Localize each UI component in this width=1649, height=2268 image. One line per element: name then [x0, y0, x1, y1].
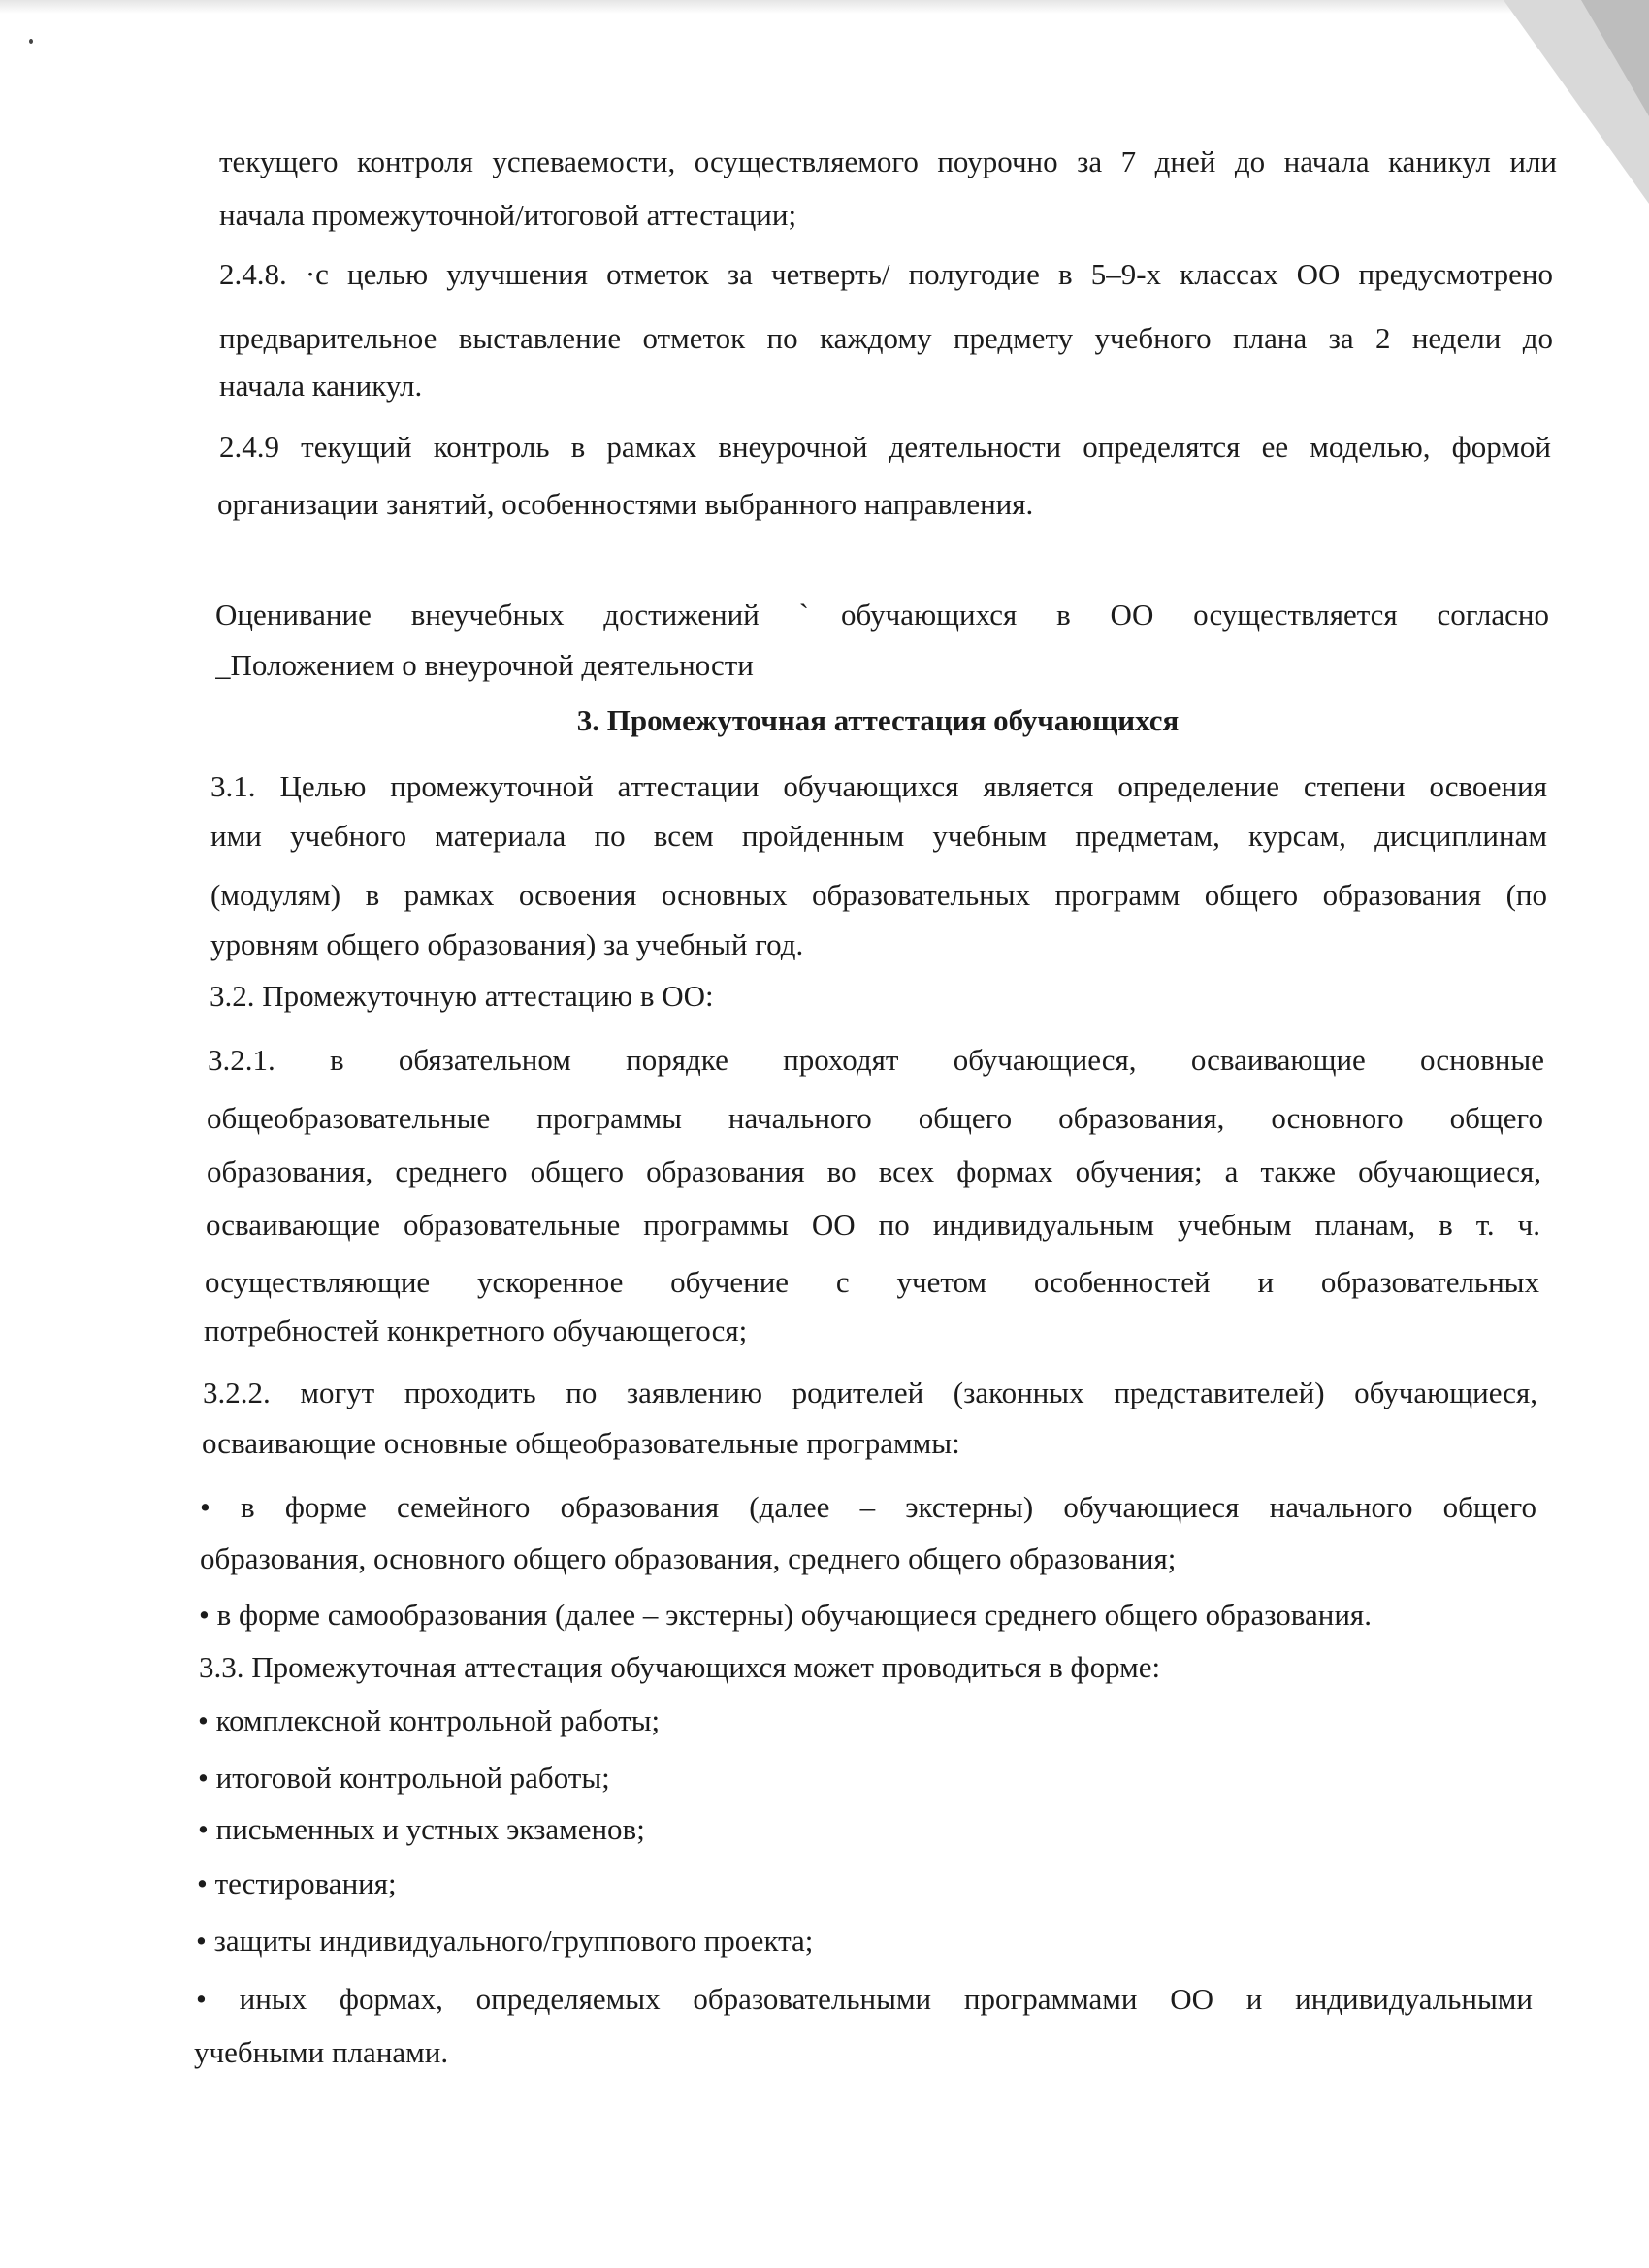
text-line: 3.2.1. в обязательном порядке проходят обучающиеся, осваивающие основные [208, 1043, 1544, 1077]
text-line: предварительное выставление отметок по каждому предмету учебного плана за 2 недели до [219, 321, 1553, 355]
text-line: 3.3. Промежуточная аттестация обучающихся может проводиться в форме: [199, 1650, 1161, 1684]
list-item: • иных формах, определяемых образовательными программами ОО и индивидуальными [196, 1982, 1533, 2016]
text-line: 2.4.8. ·с целью улучшения отметок за четверть/ полугодие в 5–9-х классах ОО предусмотрено [219, 257, 1553, 291]
text-line: осваивающие образовательные программы ОО по индивидуальным учебным планам, в т. ч. [206, 1208, 1540, 1242]
text-line: осваивающие основные общеобразовательные программы: [202, 1426, 960, 1460]
text-line: осуществляющие ускоренное обучение с учетом особенностей и образовательных [205, 1265, 1539, 1299]
text-line: общеобразовательные программы начального общего образования, основного общего [207, 1101, 1543, 1135]
list-item: • тестирования; [197, 1866, 397, 1900]
text-line: 3.2. Промежуточную аттестацию в ОО: [210, 979, 714, 1013]
text-line: начала промежуточной/итоговой аттестации; [219, 198, 797, 232]
text-line: (модулям) в рамках освоения основных образовательных программ общего образования (по [210, 878, 1547, 912]
text-line: уровням общего образования) за учебный год. [210, 927, 804, 961]
text-line: ими учебного материала по всем пройденным учебным предметам, курсам, дисциплинам [210, 819, 1547, 853]
scan-top-edge [0, 0, 1649, 14]
text-line: образования, основного общего образования, среднего общего образования; [200, 1541, 1177, 1575]
scan-speck [29, 39, 33, 44]
list-item: • в форме самообразования (далее – экстерны) обучающиеся среднего общего образования. [199, 1598, 1372, 1632]
page-curl-shadow [1581, 0, 1649, 116]
text-line: 2.4.9 текущий контроль в рамках внеурочной деятельности определятся ее моделью, формой [219, 430, 1551, 464]
text-line: учебными планами. [194, 2035, 449, 2069]
text-line: потребностей конкретного обучающегося; [204, 1313, 748, 1347]
list-item: • письменных и устных экзаменов; [198, 1812, 645, 1846]
list-item: • в форме семейного образования (далее – экстерны) обучающиеся начального общего [200, 1490, 1536, 1524]
text-line: организации занятий, особенностями выбранного направления. [217, 487, 1034, 521]
text-line: 3.1. Целью промежуточной аттестации обучающихся является определение степени освоения [210, 769, 1547, 803]
section-heading: 3. Промежуточная аттестация обучающихся [576, 703, 1180, 737]
list-item: • комплексной контрольной работы; [198, 1703, 661, 1737]
text-line: _Положением о внеурочной деятельности [215, 648, 754, 682]
text-line: 3.2.2. могут проходить по заявлению родителей (законных представителей) обучающиеся, [203, 1376, 1537, 1409]
list-item: • защиты индивидуального/группового проекта; [196, 1924, 814, 1958]
text-line: текущего контроля успеваемости, осуществляемого поурочно за 7 дней до начала каникул или [219, 145, 1557, 178]
text-line: Оценивание внеучебных достижений ˋобучающихся в ОО осуществляется согласно [215, 598, 1549, 632]
list-item: • итоговой контрольной работы; [198, 1761, 610, 1795]
text-line: образования, среднего общего образования во всех формах обучения; а также обучающиеся, [207, 1154, 1541, 1188]
text-line: начала каникул. [219, 369, 423, 403]
